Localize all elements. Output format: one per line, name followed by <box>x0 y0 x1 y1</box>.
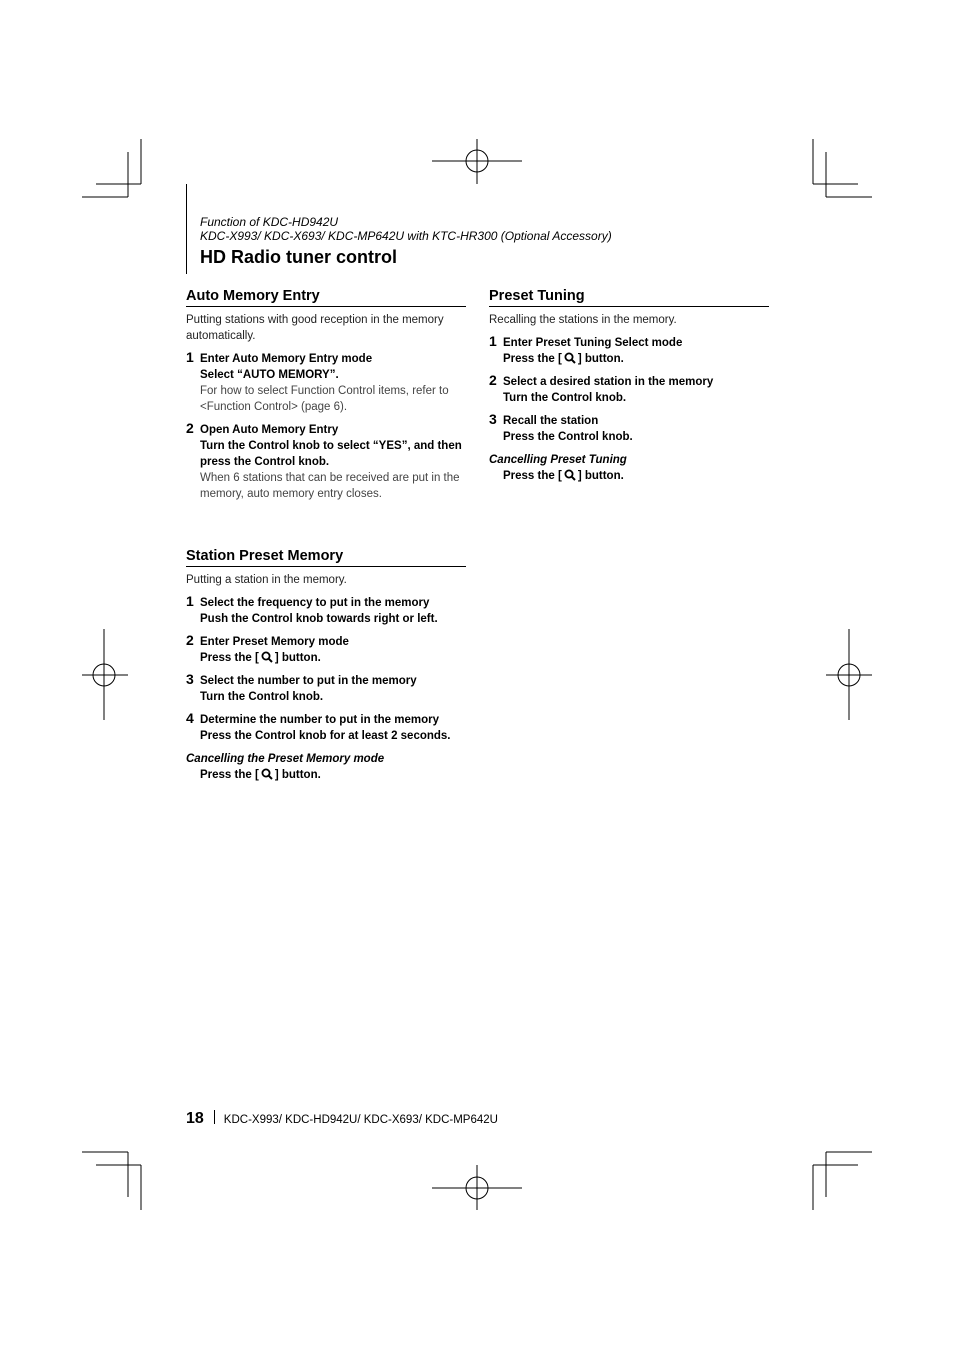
step-title: Open Auto Memory Entry <box>200 424 339 436</box>
page-header <box>186 184 612 274</box>
step-action: Press the Control knob. <box>503 431 633 443</box>
step-title: Select the frequency to put in the memory <box>200 597 430 609</box>
step-3 <box>489 413 769 445</box>
step-action <box>200 650 466 666</box>
step-title: Determine the number to put in the memory <box>200 714 439 726</box>
section-intro: Putting a station in the memory. <box>186 574 347 586</box>
cancel-action <box>489 468 769 484</box>
action-text: Press the [ <box>503 353 562 365</box>
cancel-title: Cancelling Preset Tuning <box>489 454 627 466</box>
page-footer <box>186 1110 498 1128</box>
footer-divider <box>214 1110 215 1124</box>
station-preset-memory-section <box>186 547 466 783</box>
crop-mark-bottom-right <box>813 1152 872 1210</box>
section-intro: Recalling the stations in the memory. <box>489 314 677 326</box>
action-text: ] button. <box>577 353 624 365</box>
action-text: Press the [ <box>200 652 259 664</box>
step-number: 3 <box>489 411 497 427</box>
page-number: 18 <box>186 1110 204 1127</box>
step-4 <box>186 712 466 744</box>
step-title: Select a desired station in the memory <box>503 376 714 388</box>
step-note: For how to select Function Control items, refer to <Function Control> (page 6). <box>200 385 449 413</box>
action-text: Press the [ <box>503 470 562 482</box>
step-title: Enter Preset Memory mode <box>200 636 349 648</box>
step-1 <box>186 351 466 415</box>
step-action: Press the Control knob for at least 2 seconds. <box>200 730 451 742</box>
step-2 <box>186 634 466 666</box>
registration-crosshair-icon <box>432 139 522 184</box>
step-title: Enter Auto Memory Entry mode <box>200 353 373 365</box>
step-action: Turn the Control knob. <box>200 691 324 703</box>
step-number: 2 <box>186 420 194 436</box>
action-text: ] button. <box>577 470 624 482</box>
function-of-line: Function of KDC-HD942U <box>200 215 339 229</box>
cancel-action <box>186 767 466 783</box>
step-number: 1 <box>186 593 194 609</box>
step-action: Turn the Control knob to select “YES”, and then press the Control knob. <box>200 440 462 468</box>
models-accessory-line: KDC-X993/ KDC-X693/ KDC-MP642U with KTC-HR300 (Optional Accessory) <box>200 229 612 243</box>
action-text: ] button. <box>274 652 321 664</box>
footer-models: KDC-X993/ KDC-HD942U/ KDC-X693/ KDC-MP642U <box>223 1114 498 1126</box>
page-title: HD Radio tuner control <box>200 247 397 267</box>
crop-mark-bottom-left <box>82 1152 141 1210</box>
registration-crosshair-icon <box>826 629 872 720</box>
step-action: Turn the Control knob. <box>503 392 627 404</box>
step-number: 2 <box>186 632 194 648</box>
step-number: 4 <box>186 710 194 726</box>
step-note: When 6 stations that can be received are put in the memory, auto memory entry closes. <box>200 472 460 500</box>
action-text: ] button. <box>274 769 321 781</box>
crop-mark-top-right <box>813 139 872 197</box>
step-number: 2 <box>489 372 497 388</box>
step-action: Push the Control knob towards right or left. <box>200 613 438 625</box>
step-number: 1 <box>489 333 497 349</box>
search-icon <box>261 651 273 663</box>
auto-memory-entry-section <box>186 287 466 502</box>
step-action <box>503 351 769 367</box>
step-2 <box>489 374 769 406</box>
section-intro: Putting stations with good reception in the memory automatically. <box>186 314 444 342</box>
search-icon <box>261 768 273 780</box>
step-1 <box>489 335 769 367</box>
step-2 <box>186 422 466 502</box>
section-title: Preset Tuning <box>489 287 769 307</box>
search-icon <box>564 352 576 364</box>
section-title: Station Preset Memory <box>186 547 466 567</box>
section-title: Auto Memory Entry <box>186 287 466 307</box>
registration-crosshair-icon <box>432 1165 522 1210</box>
preset-tuning-section <box>489 287 769 484</box>
search-icon <box>564 469 576 481</box>
step-title: Enter Preset Tuning Select mode <box>503 337 683 349</box>
step-number: 1 <box>186 349 194 365</box>
crop-mark-top-left <box>82 139 141 197</box>
action-text: Press the [ <box>200 769 259 781</box>
step-3 <box>186 673 466 705</box>
step-1 <box>186 595 466 627</box>
step-action: Select “AUTO MEMORY”. <box>200 369 339 381</box>
step-number: 3 <box>186 671 194 687</box>
cancel-title: Cancelling the Preset Memory mode <box>186 753 385 765</box>
step-title: Select the number to put in the memory <box>200 675 417 687</box>
registration-crosshair-icon <box>82 629 128 720</box>
step-title: Recall the station <box>503 415 599 427</box>
